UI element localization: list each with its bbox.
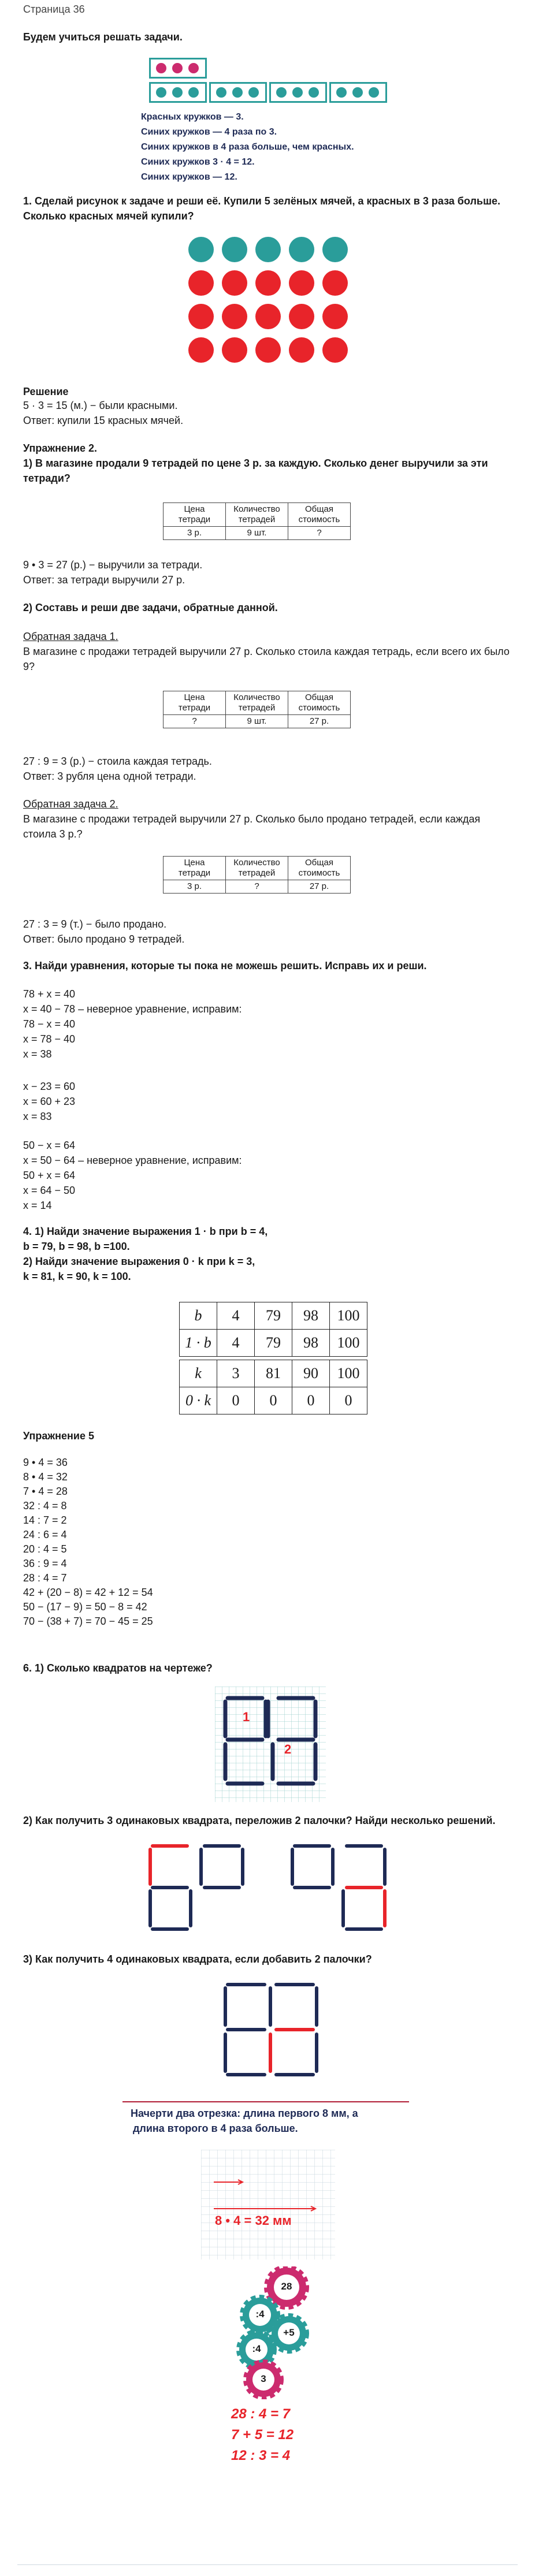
solution-title: Решение [23,386,69,397]
intro-line: Синих кружков — 4 раза по 3. [141,127,277,137]
table-cell: 27 р. [288,880,351,894]
task6-question-1: 6. 1) Сколько квадратов на чертеже? [23,1662,213,1674]
price-table-2 [163,691,351,728]
task1-question-2: Сколько красных мячей купили? [23,210,194,222]
task4-line: k = 81, k = 90, k = 100. [23,1271,131,1282]
exercise5-list [23,1455,153,1629]
solution-figure-2 [287,1840,391,1942]
exercise2-solution: 9 • 3 = 27 (р.) − выручили за тетради. [23,559,203,571]
inverse1-text: В магазине с продажи тетрадей выручили 27 р. Сколько стоила каждая тетрадь, если всего их было [23,646,510,657]
math-cell: 0 [255,1387,292,1414]
extra-card [131,2106,408,2136]
table-header: Цена тетради [164,691,226,715]
task3-title: 3. Найди уравнения, которые ты пока не можешь решить. Исправь их и реши. [23,960,427,971]
table-cell: 9 шт. [226,527,288,540]
equation-line: 78 − x = 40 [23,1018,76,1030]
gear-bottom-label: 3 [261,2373,266,2384]
equation-line: 50 + x = 64 [23,1170,76,1181]
math-cell: 1 · b [180,1330,217,1357]
inverse1-title: Обратная задача 1. [23,631,118,642]
equation-line: x = 64 − 50 [23,1185,76,1196]
inverse2-title: Обратная задача 2. [23,798,118,810]
math-cell: 100 [330,1360,367,1387]
table-cell: ? [288,527,351,540]
table-cell: 3 р. [164,880,226,894]
math-cell: 4 [217,1330,255,1357]
price-table-1 [163,502,351,540]
task1-question: 1. Сделай рисунок к задаче и реши её. Купили 5 зелёных мячей, а красных в 3 раза больше. [23,195,500,207]
task4-line: b = 79, b = 98, b =100. [23,1241,130,1252]
equation-line: 78 + x = 40 [23,988,76,1000]
math-cell: k [180,1360,217,1387]
page-label: Страница 36 [23,3,85,15]
price-table-3 [163,856,351,894]
task3-group1 [23,987,242,1062]
card-line: длина второго в 4 раза больше. [133,2123,298,2134]
gear-plus5-label: +5 [283,2327,295,2338]
solution-figure-1 [144,1840,248,1942]
expression-table-2 [179,1360,367,1414]
task6-question-3: 3) Как получить 4 одинаковых квадрата, если добавить 2 палочки? [23,1953,372,1965]
table-header: Общая стоимость [288,857,351,880]
squares-figure [215,1687,326,1802]
intro-line: Красных кружков — 3. [141,112,244,122]
intro-line: Синих кружков 3 · 4 = 12. [141,157,255,167]
gear-div4-b-label: :4 [252,2343,261,2354]
math-cell: 98 [292,1302,330,1330]
bottom-divider [17,2564,518,2565]
gear-equation: 7 + 5 = 12 [231,2427,294,2443]
square-label-1: 1 [243,1710,250,1724]
inverse2-answer: Ответ: было продано 9 тетрадей. [23,933,185,945]
list-item: 70 − (38 + 7) = 70 − 45 = 25 [23,1615,153,1627]
math-cell: b [180,1302,217,1330]
gear-div4-a-label: :4 [255,2309,265,2320]
table-header: Количество тетрадей [226,503,288,527]
task4-line: 4. 1) Найди значение выражения 1 · b при b = 4, [23,1226,268,1237]
inverse1-answer: Ответ: 3 рубля цена одной тетради. [23,770,196,782]
inverse2-text: В магазине с продажи тетрадей выручили 27 р. Сколько было продано тетрадей, если каждая [23,813,481,825]
card-line: Начерти два отрезка: длина первого 8 мм, а [131,2108,358,2119]
table-header: Количество тетрадей [226,857,288,880]
math-cell: 98 [292,1330,330,1357]
list-item: 28 : 4 = 7 [23,1572,67,1584]
heading: Будем учиться решать задачи. [23,31,183,43]
table-header: Цена тетради [164,857,226,880]
list-item: 42 + (20 − 8) = 42 + 12 = 54 [23,1587,153,1598]
list-item: 32 : 4 = 8 [23,1500,67,1512]
four-squares-figure [220,1979,322,2080]
math-cell: 90 [292,1360,330,1387]
equation-line: x = 83 [23,1111,52,1122]
math-cell: 100 [330,1302,367,1330]
math-cell: 81 [255,1360,292,1387]
equation-line: x = 40 − 78 – неверное уравнение, исправим: [23,1003,242,1015]
circles-picture [149,58,392,104]
equation-line: x − 23 = 60 [23,1081,76,1092]
equation-line: x = 60 + 23 [23,1096,76,1107]
equation-line: x = 50 − 64 – неверное уравнение, исправим: [23,1155,242,1166]
list-item: 14 : 7 = 2 [23,1514,67,1526]
blue-circles-box-2 [209,82,267,103]
exercise5-title: Упражнение 5 [23,1430,94,1442]
gear-equation: 28 : 4 = 7 [231,2406,291,2422]
balls-drawing [179,230,358,374]
exercise2-title: Упражнение 2. [23,442,97,454]
task4-line: 2) Найди значение выражения 0 · k при k = 3, [23,1256,255,1267]
list-item: 20 : 4 = 5 [23,1543,67,1555]
math-cell: 3 [217,1360,255,1387]
task3-group3 [23,1138,242,1213]
task1-answer: Ответ: купили 15 красных мячей. [23,415,184,426]
card-top-line [122,2101,409,2102]
blue-circles-box-3 [269,82,327,103]
gear-top-label: 28 [281,2281,292,2292]
blue-circles-box-1 [149,82,207,103]
table-cell: 3 р. [164,527,226,540]
equation-line: x = 78 − 40 [23,1033,76,1045]
math-cell: 0 [292,1387,330,1414]
gear-equation: 12 : 3 = 4 [231,2448,291,2463]
math-cell: 100 [330,1330,367,1357]
equation-line: x = 38 [23,1048,52,1060]
segments-grid [201,2150,335,2259]
math-cell: 79 [255,1302,292,1330]
inverse1-solution: 27 : 9 = 3 (р.) − стоила каждая тетрадь. [23,755,212,767]
exercise2-answer: Ответ: за тетради выручили 27 р. [23,574,185,586]
gear-equations [231,2404,293,2466]
table-header: Общая стоимость [288,691,351,715]
list-item: 50 − (17 − 9) = 50 − 8 = 42 [23,1601,147,1613]
intro-line: Синих кружков — 12. [141,172,237,182]
table-cell: ? [164,715,226,728]
inverse2-text-2: стоила 3 р.? [23,828,83,840]
table-cell: ? [226,880,288,894]
table-header: Цена тетради [164,503,226,527]
table-header: Общая стоимость [288,503,351,527]
table-cell: 9 шт. [226,715,288,728]
exercise2-question: 1) В магазине продали 9 тетрадей по цене 3 р. за каждую. Сколько денег выручили за эти [23,457,488,469]
blue-circles-box-4 [329,82,387,103]
exercise2-part2: 2) Составь и реши две задачи, обратные данной. [23,602,278,613]
math-cell: 4 [217,1302,255,1330]
task6-question-2: 2) Как получить 3 одинаковых квадрата, переложив 2 палочки? Найди несколько решений. [23,1815,496,1826]
list-item: 24 : 6 = 4 [23,1529,67,1540]
math-cell: 0 [330,1387,367,1414]
math-cell: 0 · k [180,1387,217,1414]
segment-equation: 8 • 4 = 32 мм [215,2213,292,2228]
table-cell: 27 р. [288,715,351,728]
list-item: 9 • 4 = 36 [23,1457,68,1468]
list-item: 7 • 4 = 28 [23,1486,68,1497]
inverse1-text-2: 9? [23,661,35,672]
table-header: Количество тетрадей [226,691,288,715]
equation-line: 50 − x = 64 [23,1140,76,1151]
inverse2-solution: 27 : 3 = 9 (т.) − было продано. [23,918,167,930]
equation-line: x = 14 [23,1200,52,1211]
list-item: 8 • 4 = 32 [23,1471,68,1483]
list-item: 36 : 9 = 4 [23,1558,67,1569]
square-label-2: 2 [284,1742,292,1756]
math-cell: 79 [255,1330,292,1357]
solution-line: 5 · 3 = 15 (м.) − были красными. [23,400,178,411]
intro-line: Синих кружков в 4 раза больше, чем красных. [141,142,354,152]
exercise2-question-2: тетради? [23,472,70,484]
red-circles-box [149,58,207,79]
expression-table-1 [179,1302,367,1357]
math-cell: 0 [217,1387,255,1414]
task3-group2 [23,1079,75,1124]
intro-text [141,110,354,185]
